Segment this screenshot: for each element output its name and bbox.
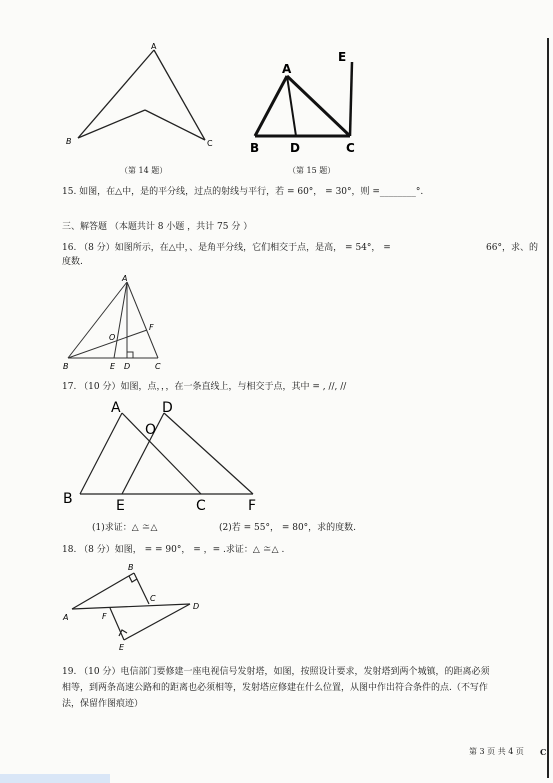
- fig15-label-c: C: [346, 141, 355, 155]
- question-19-line-1: 19. （10 分）电信部门要修建一座电视信号发射塔，如图，按照设计要求，发射塔到两个城镇，的距离必须: [62, 667, 490, 677]
- fig18-segment-de: [124, 604, 190, 640]
- fig18-label-c: C: [150, 594, 156, 603]
- fig17-label-b: B: [63, 491, 73, 507]
- section-3-heading: 三、解答题 （本题共计 8 小题 ，共计 75 分 ）: [62, 222, 253, 232]
- fig15-label-b: B: [250, 141, 260, 155]
- question-19-line-2: 相等，到两条高速公路和的距离也必须相等，发射塔应修建在什么位置，从图中作出符合条件的点.（不写作: [62, 683, 488, 693]
- question-18: 18. （8 分）如图， = = 90°， = ，= .求证：△ ≅△ .: [62, 545, 285, 555]
- fig17-label-f: F: [248, 498, 257, 514]
- question-19-line-3: 法，保留作图痕迹）: [62, 699, 144, 709]
- fig16-label-e: E: [110, 362, 116, 371]
- fig18-line-ad: [72, 604, 190, 609]
- fig14-caption: （第 14 题）: [120, 166, 168, 175]
- fig18-label-a: A: [63, 613, 69, 622]
- question-17-part-2: (2)若 = 55°， = 80°，求的度数.: [219, 523, 357, 533]
- fig18-label-b: B: [128, 563, 134, 572]
- fig16-label-d: D: [124, 362, 131, 371]
- fig14-label-a: A: [151, 42, 157, 51]
- fig15-label-d: D: [290, 141, 300, 155]
- question-15: 15. 如图，在△中，是的平分线，过点的射线与平行，若 = 60°， = 30°，则 =________°.: [62, 187, 424, 197]
- fig14-label-b: B: [66, 137, 72, 146]
- fig14-label-c: C: [207, 139, 213, 148]
- fig18-label-d: D: [193, 602, 200, 611]
- fig15-label-a: A: [282, 62, 292, 76]
- fig16-label-b: B: [63, 362, 69, 371]
- fig17-label-o: O: [145, 422, 157, 438]
- question-17-part-1: (1)求证：△ ≅△: [92, 523, 158, 533]
- fig16-label-f: F: [149, 323, 154, 332]
- question-16-angle: 66°，求、的: [486, 243, 538, 253]
- fig16-label-o: O: [109, 333, 116, 342]
- fig18-segment-ab: [72, 573, 134, 609]
- fig16-label-c: C: [155, 362, 161, 371]
- fig18-segment-bc: [134, 573, 149, 604]
- fig17-label-a: A: [111, 400, 121, 416]
- fig15-label-e: E: [338, 50, 347, 64]
- fig17-label-c: C: [196, 498, 206, 514]
- fig17-label-e: E: [116, 498, 125, 514]
- fig16-label-a: A: [122, 274, 128, 283]
- question-17: 17. （10 分）如图，点，，，在一条直线上，与相交于点，其中 = , //, //: [62, 382, 347, 392]
- question-16-line-1: 16. （8 分）如图所示，在△中，、是角平分线，它们相交于点，是高， = 54°， =: [62, 243, 391, 253]
- fig18-segment-ef: [110, 608, 124, 640]
- corner-mark: C: [540, 747, 547, 757]
- fig17-label-d: D: [162, 400, 173, 416]
- fig18-label-f: F: [102, 612, 107, 621]
- question-16-line-2: 度数.: [62, 257, 83, 267]
- fig18-label-e: E: [119, 643, 125, 652]
- page-number: 第 3 页 共 4 页: [469, 747, 524, 756]
- fig15-caption: （第 15 题）: [288, 166, 336, 175]
